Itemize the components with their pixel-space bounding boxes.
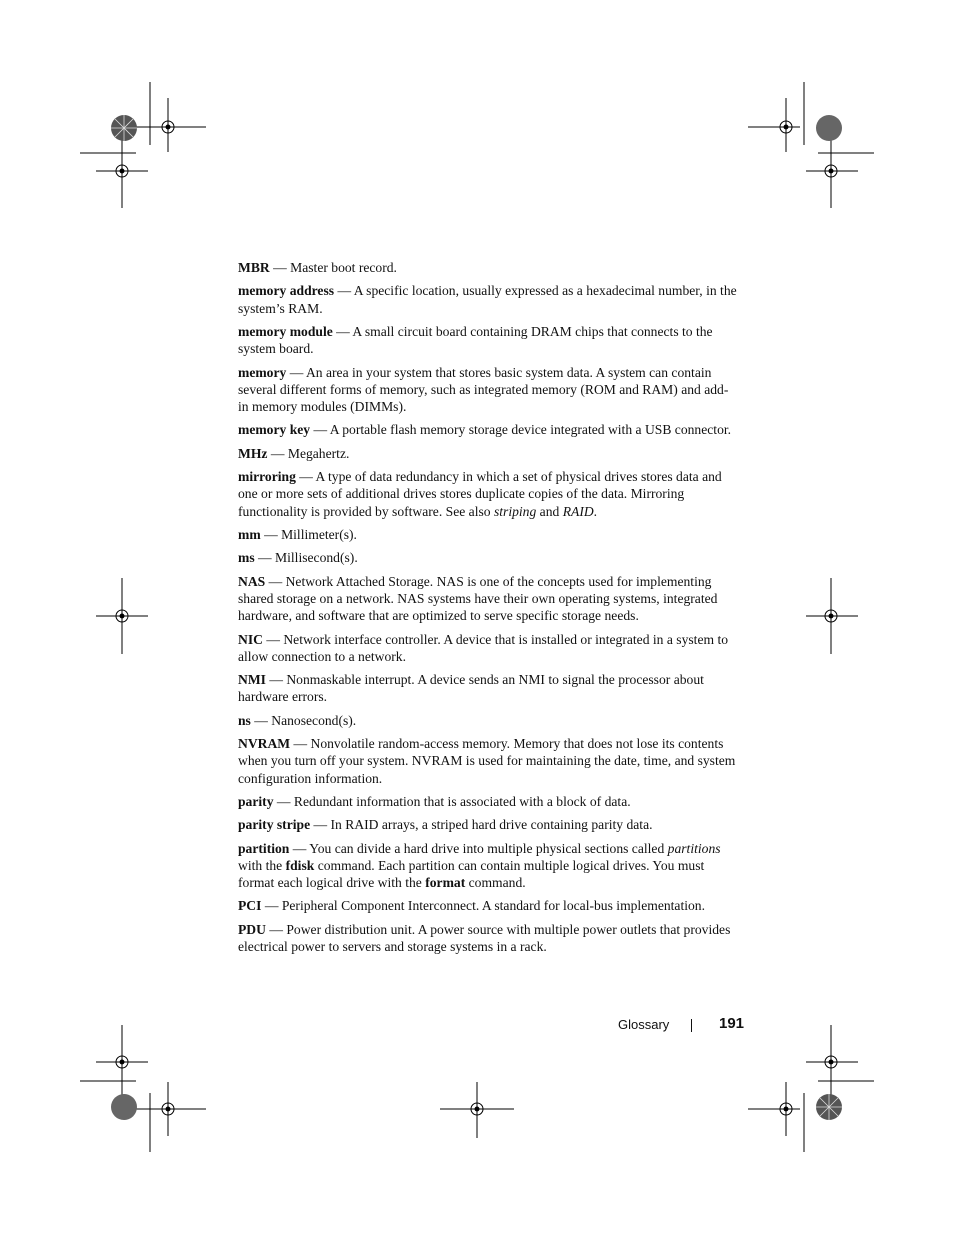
starburst-target-bottom-left	[111, 1094, 137, 1120]
footer-divider	[691, 1019, 692, 1032]
glossary-term: NMI	[238, 672, 266, 688]
glossary-term: mirroring	[238, 469, 296, 485]
glossary-term: memory	[238, 364, 287, 380]
glossary-entry	[238, 364, 738, 416]
glossary-term: memory key	[238, 422, 311, 438]
em-dash: —	[289, 364, 304, 380]
em-dash: —	[299, 469, 313, 485]
glossary-term: ns	[238, 712, 251, 728]
glossary-entry	[238, 816, 738, 833]
glossary-entry	[238, 526, 738, 543]
definition-text: A specific location, usually expressed as a hexadecimal number, in the system’s RAM.	[238, 283, 737, 316]
definition-text: Network interface controller. A device that is installed or integrated in a system to allow connection to a network.	[238, 631, 729, 664]
definition-text: Millimeter(s).	[281, 526, 357, 542]
page-footer	[600, 1014, 745, 1036]
glossary-entry	[238, 735, 738, 787]
definition-italic-text: RAID	[562, 503, 594, 519]
definition-text: and	[536, 503, 563, 519]
definition-text: Nanosecond(s).	[271, 712, 357, 728]
em-dash: —	[254, 712, 268, 728]
glossary-term: memory address	[238, 283, 335, 299]
em-dash: —	[336, 323, 350, 339]
glossary-entry	[238, 259, 738, 276]
glossary-term: PDU	[238, 921, 266, 937]
definition-text: Network Attached Storage. NAS is one of the concepts used for implementing shared storage on a network. NAS systems have their own operating systems, integrated hardware, and software that are optimized to serve specific storage needs.	[238, 573, 718, 624]
glossary-entry	[238, 793, 738, 810]
glossary-term: PCI	[238, 898, 262, 914]
em-dash: —	[258, 550, 272, 566]
starburst-target-top-right	[816, 115, 842, 141]
glossary-term: parity	[238, 793, 274, 809]
definition-text: You can divide a hard drive into multiple physical sections called	[309, 840, 668, 856]
definition-text: Megahertz.	[287, 445, 350, 461]
glossary-term: NIC	[238, 631, 263, 647]
glossary-term: NAS	[238, 573, 266, 589]
definition-italic-text: striping	[493, 503, 537, 519]
definition-text: command.	[465, 875, 526, 891]
glossary-term: MHz	[238, 445, 268, 461]
definition-text: Master boot record.	[290, 260, 397, 275]
definition-command-text: format	[425, 875, 466, 891]
definition-text: Millisecond(s).	[275, 550, 358, 566]
glossary-term: ms	[238, 550, 255, 566]
glossary-entry	[238, 671, 738, 705]
definition-command-text: fdisk	[285, 857, 315, 873]
glossary-entry	[238, 549, 738, 566]
glossary-term: MBR	[238, 260, 270, 275]
definition-text: with the	[238, 857, 286, 873]
glossary-entry	[238, 468, 738, 520]
definition-text: Power distribution unit. A power source with multiple power outlets that provides electrical power to servers and storage systems in a rack.	[238, 921, 731, 955]
glossary-entry	[238, 323, 738, 357]
em-dash: —	[313, 422, 328, 438]
em-dash: —	[268, 573, 283, 589]
starburst-target-top-left	[111, 115, 137, 141]
glossary-term: mm	[238, 526, 261, 542]
em-dash: —	[292, 840, 307, 856]
glossary-term: parity stripe	[238, 817, 311, 833]
definition-text: Nonmaskable interrupt. A device sends an NMI to signal the processor about hardware errors.	[238, 672, 704, 705]
footer-section-label: Glossary	[618, 1017, 670, 1032]
em-dash: —	[276, 793, 291, 809]
glossary-entry	[238, 421, 738, 438]
em-dash: —	[269, 672, 283, 688]
glossary-entry	[238, 282, 738, 316]
em-dash: —	[264, 526, 278, 542]
glossary-term: memory module	[238, 323, 333, 339]
definition-italic-text: partitions	[667, 840, 721, 856]
definition-text: An area in your system that stores basic system data. A system can contain several different forms of memory, such as integrated memory (ROM and RAM) and add-in memory modules (DIMMs).	[238, 364, 729, 414]
em-dash: —	[293, 736, 308, 752]
definition-text: Peripheral Component Interconnect. A standard for local-bus implementation.	[281, 898, 706, 914]
definition-text: .	[593, 503, 598, 519]
glossary-entry	[238, 573, 738, 625]
glossary-entry	[238, 631, 738, 665]
glossary-entry	[238, 445, 738, 462]
definition-text: A small circuit board containing DRAM chips that connects to the system board.	[238, 323, 713, 357]
em-dash: —	[269, 921, 283, 937]
page-number: 191	[719, 1015, 745, 1032]
definition-text: Redundant information that is associated with a block of data.	[293, 793, 631, 809]
glossary-list	[238, 259, 738, 961]
definition-text: A type of data redundancy in which a set of physical drives stores data and one or more sets of additional drives stores duplicate copies of the data. Mirroring functionality is provided by software. See also	[238, 469, 722, 519]
definition-text: A portable flash memory storage device integrated with a USB connector.	[329, 422, 732, 438]
em-dash: —	[313, 817, 328, 833]
glossary-entry	[238, 897, 738, 914]
definition-text: Nonvolatile random-access memory. Memory that does not lose its contents when you turn off your system. NVRAM is used for maintaining the date, time, and system configuration information.	[238, 736, 736, 786]
glossary-entry	[238, 921, 738, 955]
starburst-target-bottom-right	[816, 1094, 842, 1120]
em-dash: —	[264, 898, 279, 914]
glossary-term: partition	[238, 840, 290, 856]
em-dash: —	[273, 260, 287, 275]
em-dash: —	[337, 283, 352, 299]
em-dash: —	[270, 445, 285, 461]
em-dash: —	[266, 631, 280, 647]
glossary-entry	[238, 840, 738, 892]
glossary-term: NVRAM	[238, 736, 291, 752]
glossary-entry	[238, 712, 738, 729]
definition-text: command. Each partition can contain multiple logical drives. You must format each logical drive with the	[238, 857, 705, 891]
definition-text: In RAID arrays, a striped hard drive containing parity data.	[330, 817, 653, 833]
